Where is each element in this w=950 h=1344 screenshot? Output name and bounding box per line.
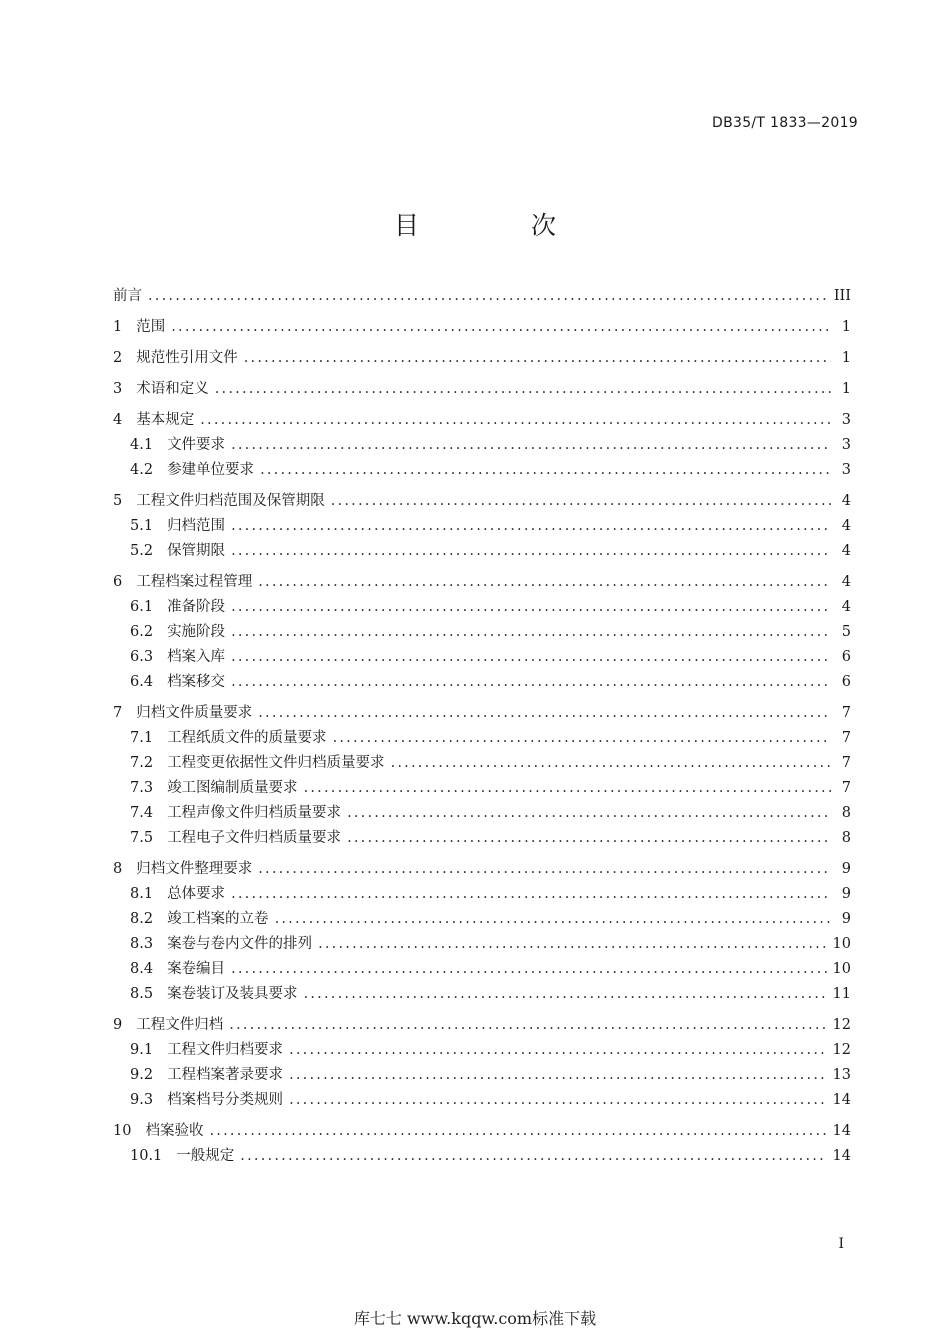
toc-leader-dots xyxy=(304,776,831,801)
toc-entry-page: 8 xyxy=(841,830,851,846)
toc-leader-dots xyxy=(231,882,831,907)
toc-leader-dots xyxy=(148,284,828,309)
toc-entry-number: 7.4 xyxy=(130,805,154,821)
toc-entry-title: 工程纸质文件的质量要求 xyxy=(167,730,327,746)
toc-entry-page: 3 xyxy=(841,437,851,453)
toc-entry-number: 4.1 xyxy=(130,437,154,453)
toc-entry-title: 术语和定义 xyxy=(136,381,209,397)
toc-entry-page: 10 xyxy=(832,936,851,952)
toc-entry-number: 4.2 xyxy=(130,462,154,478)
toc-entry-page: 7 xyxy=(841,755,851,771)
toc-entry-number: 8.4 xyxy=(130,961,154,977)
toc-entry[interactable] xyxy=(113,1144,851,1169)
toc-entry-number: 7.2 xyxy=(130,755,154,771)
toc-entry[interactable] xyxy=(113,826,851,851)
toc-leader-dots xyxy=(304,982,827,1007)
toc-entry-number: 5.1 xyxy=(130,518,154,534)
toc-leader-dots xyxy=(258,570,831,595)
toc-entry-title: 竣工档案的立卷 xyxy=(167,911,269,927)
toc-entry-title: 归档文件质量要求 xyxy=(136,705,253,721)
document-code: DB35/T 1833—2019 xyxy=(712,115,858,131)
toc-leader-dots xyxy=(331,489,831,514)
toc-entry-number: 6.3 xyxy=(130,649,154,665)
toc-leader-dots xyxy=(231,670,831,695)
toc-entry-number: 6 xyxy=(113,574,123,590)
toc-leader-dots xyxy=(171,315,831,340)
toc-entry[interactable] xyxy=(113,620,851,645)
toc-entry[interactable] xyxy=(113,408,851,433)
toc-entry-page: 7 xyxy=(841,730,851,746)
toc-entry-page: 5 xyxy=(841,624,851,640)
toc-entry-title: 准备阶段 xyxy=(167,599,226,615)
toc-entry-title: 工程文件归档 xyxy=(136,1017,224,1033)
toc-entry-title: 归档文件整理要求 xyxy=(136,861,253,877)
toc-entry-title: 前言 xyxy=(113,288,142,304)
toc-entry-page: 4 xyxy=(841,599,851,615)
toc-entry-title: 工程变更依据性文件归档质量要求 xyxy=(167,755,385,771)
toc-entry-page: 12 xyxy=(832,1017,851,1033)
toc-entry-number: 8 xyxy=(113,861,123,877)
toc-leader-dots xyxy=(275,907,831,932)
toc-entry-number: 7 xyxy=(113,705,123,721)
toc-entry[interactable] xyxy=(113,570,851,595)
toc-entry[interactable] xyxy=(113,1119,851,1144)
toc-entry-page: 1 xyxy=(841,319,851,335)
toc-entry-title: 文件要求 xyxy=(167,437,226,453)
toc-entry-number: 3 xyxy=(113,381,123,397)
toc-entry-page: 4 xyxy=(841,543,851,559)
toc-leader-dots xyxy=(231,957,826,982)
toc-entry-page: 6 xyxy=(841,674,851,690)
toc-leader-dots xyxy=(391,751,831,776)
toc-entry-title: 总体要求 xyxy=(167,886,226,902)
toc-entry[interactable] xyxy=(113,932,851,957)
toc-entry-title: 基本规定 xyxy=(136,412,195,428)
toc-entry-page: III xyxy=(833,288,851,304)
toc-entry-title: 工程档案过程管理 xyxy=(136,574,253,590)
toc-entry[interactable] xyxy=(113,1013,851,1038)
toc-entry-page: 7 xyxy=(841,705,851,721)
toc-entry[interactable] xyxy=(113,458,851,483)
toc-entry-title: 工程文件归档范围及保管期限 xyxy=(136,493,325,509)
toc-entry[interactable] xyxy=(113,776,851,801)
toc-entry-title: 归档范围 xyxy=(167,518,226,534)
toc-entry-number: 5 xyxy=(113,493,123,509)
toc-leader-dots xyxy=(244,346,831,371)
toc-leader-dots xyxy=(260,458,831,483)
toc-leader-dots xyxy=(209,1119,826,1144)
toc-entry-title: 一般规定 xyxy=(176,1148,235,1164)
toc-entry-page: 10 xyxy=(832,961,851,977)
toc-entry-number: 10 xyxy=(113,1123,132,1139)
toc-entry-title: 案卷装订及装具要求 xyxy=(167,986,298,1002)
toc-entry-title: 档案档号分类规则 xyxy=(167,1092,284,1108)
toc-leader-dots xyxy=(289,1088,826,1113)
toc-entry[interactable] xyxy=(113,801,851,826)
watermark-text: 库七七 www.kqqw.com标准下载 xyxy=(353,1309,597,1328)
toc-entry-number: 5.2 xyxy=(130,543,154,559)
toc-entry[interactable] xyxy=(113,595,851,620)
toc-leader-dots xyxy=(231,514,831,539)
toc-entry[interactable] xyxy=(113,670,851,695)
toc-entry-title: 竣工图编制质量要求 xyxy=(167,780,298,796)
toc-leader-dots xyxy=(318,932,826,957)
toc-entry[interactable] xyxy=(113,882,851,907)
toc-entry-number: 9.2 xyxy=(130,1067,154,1083)
toc-entry[interactable] xyxy=(113,907,851,932)
toc-entry-title: 范围 xyxy=(136,319,166,335)
toc-leader-dots xyxy=(231,539,831,564)
toc-entry-page: 4 xyxy=(841,574,851,590)
toc-entry-title: 案卷与卷内文件的排列 xyxy=(167,936,313,952)
toc-entry[interactable] xyxy=(113,315,851,340)
toc-entry[interactable] xyxy=(113,433,851,458)
toc-entry[interactable] xyxy=(113,1038,851,1063)
toc-entry[interactable] xyxy=(113,645,851,670)
toc-entry-number: 6.4 xyxy=(130,674,154,690)
toc-entry-title: 工程文件归档要求 xyxy=(167,1042,284,1058)
toc-leader-dots xyxy=(231,433,831,458)
toc-entry[interactable] xyxy=(113,539,851,564)
toc-leader-dots xyxy=(231,645,831,670)
toc-entry-page: 9 xyxy=(841,886,851,902)
toc-entry[interactable] xyxy=(113,726,851,751)
toc-entry-number: 7.1 xyxy=(130,730,154,746)
toc-entry-number: 7.5 xyxy=(130,830,154,846)
toc-entry-number: 9.3 xyxy=(130,1092,154,1108)
toc-entry-number: 6.2 xyxy=(130,624,154,640)
toc-entry-title: 档案入库 xyxy=(167,649,226,665)
toc-entry-title: 工程声像文件归档质量要求 xyxy=(167,805,342,821)
toc-leader-dots xyxy=(289,1063,826,1088)
toc-entry-title: 档案移交 xyxy=(167,674,226,690)
toc-entry-number: 1 xyxy=(113,319,123,335)
toc-entry-number: 8.3 xyxy=(130,936,154,952)
toc-entry-page: 4 xyxy=(841,493,851,509)
toc-entry-title: 档案验收 xyxy=(145,1123,204,1139)
toc-entry-number: 9.1 xyxy=(130,1042,154,1058)
toc-entry-title: 工程电子文件归档质量要求 xyxy=(167,830,342,846)
toc-leader-dots xyxy=(289,1038,826,1063)
toc-entry-page: 8 xyxy=(841,805,851,821)
toc-entry-number: 2 xyxy=(113,350,123,366)
toc-leader-dots xyxy=(229,1013,826,1038)
toc-entry[interactable] xyxy=(113,857,851,882)
toc-entry-number: 10.1 xyxy=(130,1148,163,1164)
toc-leader-dots xyxy=(333,726,831,751)
toc-entry-title: 工程档案著录要求 xyxy=(167,1067,284,1083)
toc-entry-number: 7.3 xyxy=(130,780,154,796)
toc-leader-dots xyxy=(258,701,831,726)
toc-entry[interactable] xyxy=(113,346,851,371)
toc-entry-page: 14 xyxy=(832,1123,851,1139)
toc-leader-dots xyxy=(231,620,831,645)
toc-entry-page: 9 xyxy=(841,911,851,927)
toc-entry-page: 13 xyxy=(832,1067,851,1083)
toc-entry[interactable] xyxy=(113,701,851,726)
toc-leader-dots xyxy=(240,1144,826,1169)
toc-entry-page: 3 xyxy=(841,412,851,428)
toc-entry-number: 8.2 xyxy=(130,911,154,927)
toc-entry[interactable] xyxy=(113,514,851,539)
toc-entry-title: 规范性引用文件 xyxy=(136,350,238,366)
toc-entry-page: 6 xyxy=(841,649,851,665)
page-title: 目 次 xyxy=(394,211,608,240)
toc-entry-page: 3 xyxy=(841,462,851,478)
toc-leader-dots xyxy=(215,377,831,402)
toc-entry[interactable] xyxy=(113,284,851,309)
toc-entry[interactable] xyxy=(113,377,851,402)
toc-leader-dots xyxy=(347,801,831,826)
toc-entry-page: 11 xyxy=(832,986,851,1002)
toc-entry[interactable] xyxy=(113,751,851,776)
toc-entry-page: 7 xyxy=(841,780,851,796)
toc-entry-page: 1 xyxy=(841,381,851,397)
toc-entry-number: 6.1 xyxy=(130,599,154,615)
toc-entry-page: 14 xyxy=(832,1148,851,1164)
table-of-contents xyxy=(113,284,851,1169)
toc-entry[interactable] xyxy=(113,1063,851,1088)
page-number: I xyxy=(838,1236,844,1252)
toc-entry-title: 实施阶段 xyxy=(167,624,226,640)
toc-entry-title: 参建单位要求 xyxy=(167,462,255,478)
toc-leader-dots xyxy=(347,826,831,851)
toc-entry-page: 12 xyxy=(832,1042,851,1058)
toc-entry-title: 案卷编目 xyxy=(167,961,226,977)
toc-entry[interactable] xyxy=(113,957,851,982)
toc-entry-page: 9 xyxy=(841,861,851,877)
toc-entry-page: 1 xyxy=(841,350,851,366)
toc-entry-number: 8.5 xyxy=(130,986,154,1002)
toc-leader-dots xyxy=(231,595,831,620)
toc-entry-title: 保管期限 xyxy=(167,543,226,559)
toc-entry[interactable] xyxy=(113,1088,851,1113)
toc-entry-page: 14 xyxy=(832,1092,851,1108)
toc-entry-number: 4 xyxy=(113,412,123,428)
toc-entry-page: 4 xyxy=(841,518,851,534)
toc-entry[interactable] xyxy=(113,489,851,514)
toc-leader-dots xyxy=(258,857,831,882)
toc-entry[interactable] xyxy=(113,982,851,1007)
toc-leader-dots xyxy=(200,408,831,433)
toc-entry-number: 8.1 xyxy=(130,886,154,902)
toc-entry-number: 9 xyxy=(113,1017,123,1033)
